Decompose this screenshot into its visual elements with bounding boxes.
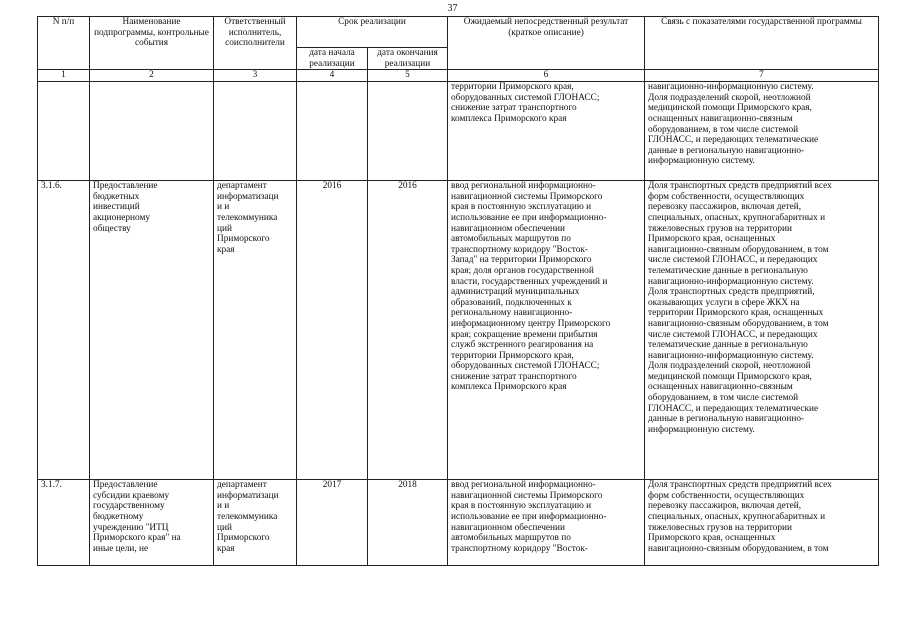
column-number: 2 xyxy=(90,70,214,82)
row-result: ввод региональной информационно- навигационной системы Приморского края в постоянную эксплуатацию и использование ее при информационно- навигационном обеспечении автомобильных маршрутов по транспортному коридору "Восток- xyxy=(448,480,645,566)
row-num xyxy=(38,82,90,181)
column-numbers-row xyxy=(38,70,879,82)
program-table xyxy=(37,16,879,566)
row-end: 2018 xyxy=(368,480,448,566)
row-link: навигационно-информационную систему. Доля подразделений скорой, неотложной медицинской помощи Приморского края, оснащенных навигационно-связным оборудованием, в том числе системой ГЛОНАСС, и передающих телематические данные в региональную навигационно- информационную систему. xyxy=(645,82,879,181)
column-number: 3 xyxy=(214,70,297,82)
row-link: Доля транспортных средств предприятий всех форм собственности, осуществляющих перевозку пассажиров, включая детей, специальных, опасных, крупногабаритных и тяжеловесных грузов на территории Приморского края, оснащенных навигационно-связным оборудованием, в том xyxy=(645,480,879,566)
row-responsible xyxy=(214,82,297,181)
column-number: 6 xyxy=(448,70,645,82)
table-row xyxy=(38,480,879,566)
column-number: 4 xyxy=(297,70,368,82)
header-result: Ожидаемый непосредственный результат (краткое описание) xyxy=(448,17,645,70)
row-link: Доля транспортных средств предприятий всех форм собственности, осуществляющих перевозку пассажиров, включая детей, специальных, опасных, крупногабаритных и тяжеловесных грузов на территории Приморского края, оснащенных навигационно-связным оборудованием, в том числе системой ГЛОНАСС, и передающих телематические данные в региональную навигационно-информационную систему. Доля транспортных средств предприятий, оказывающих услуги в сфере ЖКХ на территории Приморского края, оснащенных навигационно-связным оборудованием, в том числе системой ГЛОНАСС, и передающих телематические данные в региональную навигационно-информационную систему. Доля подразделений скорой, неотложной медицинской помощи Приморского края, оснащенных навигационно-связным оборудованием, в том числе системой ГЛОНАСС, и передающих телематические данные в региональную навигационно- информационную систему. xyxy=(645,181,879,480)
row-name: Предоставление субсидии краевому государственному бюджетному учреждению "ИТЦ Приморского края" на иные цели, не xyxy=(90,480,214,566)
header-start-date: дата начала реализации xyxy=(297,48,368,70)
row-start: 2016 xyxy=(297,181,368,480)
row-responsible: департамент информатизаци и и телекоммуника ций Приморского края xyxy=(214,480,297,566)
row-end xyxy=(368,82,448,181)
row-start: 2017 xyxy=(297,480,368,566)
header-name: Наименование подпрограммы, контрольные события xyxy=(90,17,214,70)
row-end: 2016 xyxy=(368,181,448,480)
row-num: 3.1.7. xyxy=(38,480,90,566)
table-row xyxy=(38,82,879,181)
row-num: 3.1.6. xyxy=(38,181,90,480)
table-row xyxy=(38,181,879,480)
header-link: Связь с показателями государственной программы xyxy=(645,17,879,70)
row-name xyxy=(90,82,214,181)
row-start xyxy=(297,82,368,181)
row-result: территории Приморского края, оборудованных системой ГЛОНАСС; снижение затрат транспортного комплекса Приморского края xyxy=(448,82,645,181)
row-name: Предоставление бюджетных инвестиций акционерному обществу xyxy=(90,181,214,480)
header-responsible: Ответственный исполнитель, соисполнители xyxy=(214,17,297,70)
page-number: 37 xyxy=(447,3,458,14)
column-number: 5 xyxy=(368,70,448,82)
row-result: ввод региональной информационно- навигационной системы Приморского края в постоянную эксплуатацию и использование ее при информационно- навигационном обеспечении автомобильных маршрутов по транспортному коридору "Восток- Запад" на территории Приморского края; доля органов государственной власти, государственных учреждений и администраций муниципальных образований, подключенных к региональному навигационно- информационному центру Приморского края; сокращение времени прибытия служб экстренного реагирования на территории Приморского края, оборудованных системой ГЛОНАСС; снижение затрат транспортного комплекса Приморского края xyxy=(448,181,645,480)
column-number: 1 xyxy=(38,70,90,82)
table-header xyxy=(38,17,879,70)
row-responsible: департамент информатизаци и и телекоммуника ций Приморского края xyxy=(214,181,297,480)
header-end-date: дата окончания реализации xyxy=(368,48,448,70)
header-term: Срок реализации xyxy=(297,17,448,48)
header-num: N п/п xyxy=(38,17,90,70)
column-number: 7 xyxy=(645,70,879,82)
